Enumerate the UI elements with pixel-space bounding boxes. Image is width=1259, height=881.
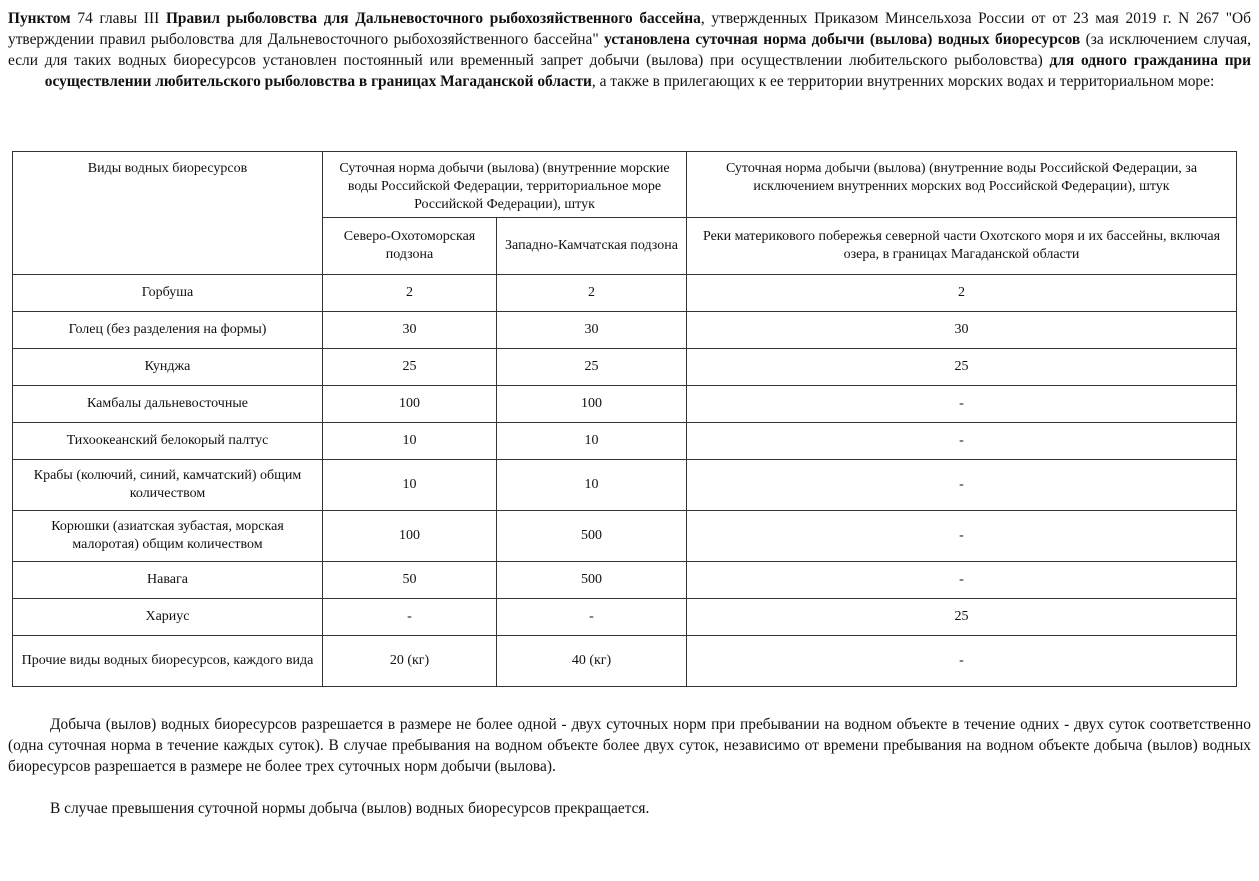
west-kamchatka-cell: 40 (кг) (497, 636, 687, 687)
intro-part: для одного гражданина при осуществлении любительского рыболовства в границах Магаданской области (44, 52, 1251, 90)
header-west-kamchatka: Западно-Камчатская подзона (497, 218, 687, 275)
west-kamchatka-cell: 25 (497, 349, 687, 386)
rivers-cell: - (687, 460, 1237, 511)
species-cell: Навага (13, 562, 323, 599)
north-okhotsk-cell: 100 (323, 386, 497, 423)
table-row (13, 511, 1237, 562)
west-kamchatka-cell: 30 (497, 312, 687, 349)
species-cell: Кунджа (13, 349, 323, 386)
table-row (13, 599, 1237, 636)
rivers-cell: 2 (687, 275, 1237, 312)
catch-limit-paragraph: Добыча (вылов) водных биоресурсов разрешается в размере не более одной - двух суточных норм при пребывании на водном объекте в течение одних - двух суток соответственно (одна суточная норма в течение каждых суток). В случае пребывания на водном объекте более двух суток, независимо от времени пребывания на водном объекте добыча (вылов) водных биоресурсов разрешается в размере не более трех суточных норм добычи (вылова). (8, 716, 1251, 775)
table-row (13, 386, 1237, 423)
rivers-cell: - (687, 562, 1237, 599)
west-kamchatka-cell: 500 (497, 562, 687, 599)
rivers-cell: - (687, 636, 1237, 687)
species-cell: Прочие виды водных биоресурсов, каждого вида (13, 636, 323, 687)
west-kamchatka-cell: 10 (497, 423, 687, 460)
north-okhotsk-cell: 25 (323, 349, 497, 386)
north-okhotsk-cell: 10 (323, 423, 497, 460)
species-cell: Корюшки (азиатская зубастая, морская малоротая) общим количеством (13, 511, 323, 562)
rivers-cell: - (687, 386, 1237, 423)
north-okhotsk-cell: - (323, 599, 497, 636)
intro-part: , утвержденных Приказом Минсельхоза России от от 23 мая 2019 г. N 267 "Об утверждении правил рыболовства для Дальневосточного рыбохозяйственного бассейна" (8, 10, 1251, 48)
header-group-inland-waters: Суточная норма добычи (вылова) (внутренние воды Российской Федерации, за исключением внутренних морских вод Российской Федерации), штук (687, 152, 1237, 218)
rivers-cell: 30 (687, 312, 1237, 349)
west-kamchatka-cell: 10 (497, 460, 687, 511)
table-row (13, 275, 1237, 312)
rivers-cell: 25 (687, 599, 1237, 636)
intro-part: 74 главы III (70, 10, 166, 27)
header-species: Виды водных биоресурсов (13, 152, 323, 275)
header-north-okhotsk: Северо-Охотоморская подзона (323, 218, 497, 275)
north-okhotsk-cell: 50 (323, 562, 497, 599)
west-kamchatka-cell: 500 (497, 511, 687, 562)
header-group-sea-waters: Суточная норма добычи (вылова) (внутренние морские воды Российской Федерации, территориальное море Российской Федерации), штук (323, 152, 687, 218)
north-okhotsk-cell: 20 (кг) (323, 636, 497, 687)
intro-part: установлена суточная норма добычи (вылова) водных биоресурсов (604, 31, 1081, 48)
species-cell: Тихоокеанский белокорый палтус (13, 423, 323, 460)
excess-norm-paragraph: В случае превышения суточной нормы добыча (вылов) водных биоресурсов прекращается. (50, 800, 650, 817)
west-kamchatka-cell: 100 (497, 386, 687, 423)
species-cell: Крабы (колючий, синий, камчатский) общим количеством (13, 460, 323, 511)
north-okhotsk-cell: 100 (323, 511, 497, 562)
rivers-cell: - (687, 423, 1237, 460)
header-rivers: Реки материкового побережья северной части Охотского моря и их бассейны, включая озера, в границах Магаданской области (687, 218, 1237, 275)
west-kamchatka-cell: - (497, 599, 687, 636)
north-okhotsk-cell: 2 (323, 275, 497, 312)
west-kamchatka-cell: 2 (497, 275, 687, 312)
intro-part: Правил рыболовства для Дальневосточного рыбохозяйственного бассейна (165, 10, 701, 27)
species-cell: Хариус (13, 599, 323, 636)
table-row (13, 349, 1237, 386)
north-okhotsk-cell: 10 (323, 460, 497, 511)
table-row (13, 423, 1237, 460)
table-row (13, 312, 1237, 349)
species-cell: Голец (без разделения на формы) (13, 312, 323, 349)
species-cell: Камбалы дальневосточные (13, 386, 323, 423)
intro-paragraph (8, 8, 1251, 92)
intro-part: (за исключением случая, если для таких водных биоресурсов установлен постоянный или временный запрет добычи (вылова) при осуществлении любительского рыболовства) (8, 31, 1251, 69)
table-row (13, 636, 1237, 687)
intro-part: Пунктом (8, 10, 71, 27)
intro-part: , а также в прилегающих к ее территории внутренних морских водах и территориальном море: (591, 73, 1215, 90)
table-row (13, 460, 1237, 511)
table-row (13, 562, 1237, 599)
catch-norms-table (12, 151, 1237, 687)
rivers-cell: 25 (687, 349, 1237, 386)
rivers-cell: - (687, 511, 1237, 562)
species-cell: Горбуша (13, 275, 323, 312)
north-okhotsk-cell: 30 (323, 312, 497, 349)
